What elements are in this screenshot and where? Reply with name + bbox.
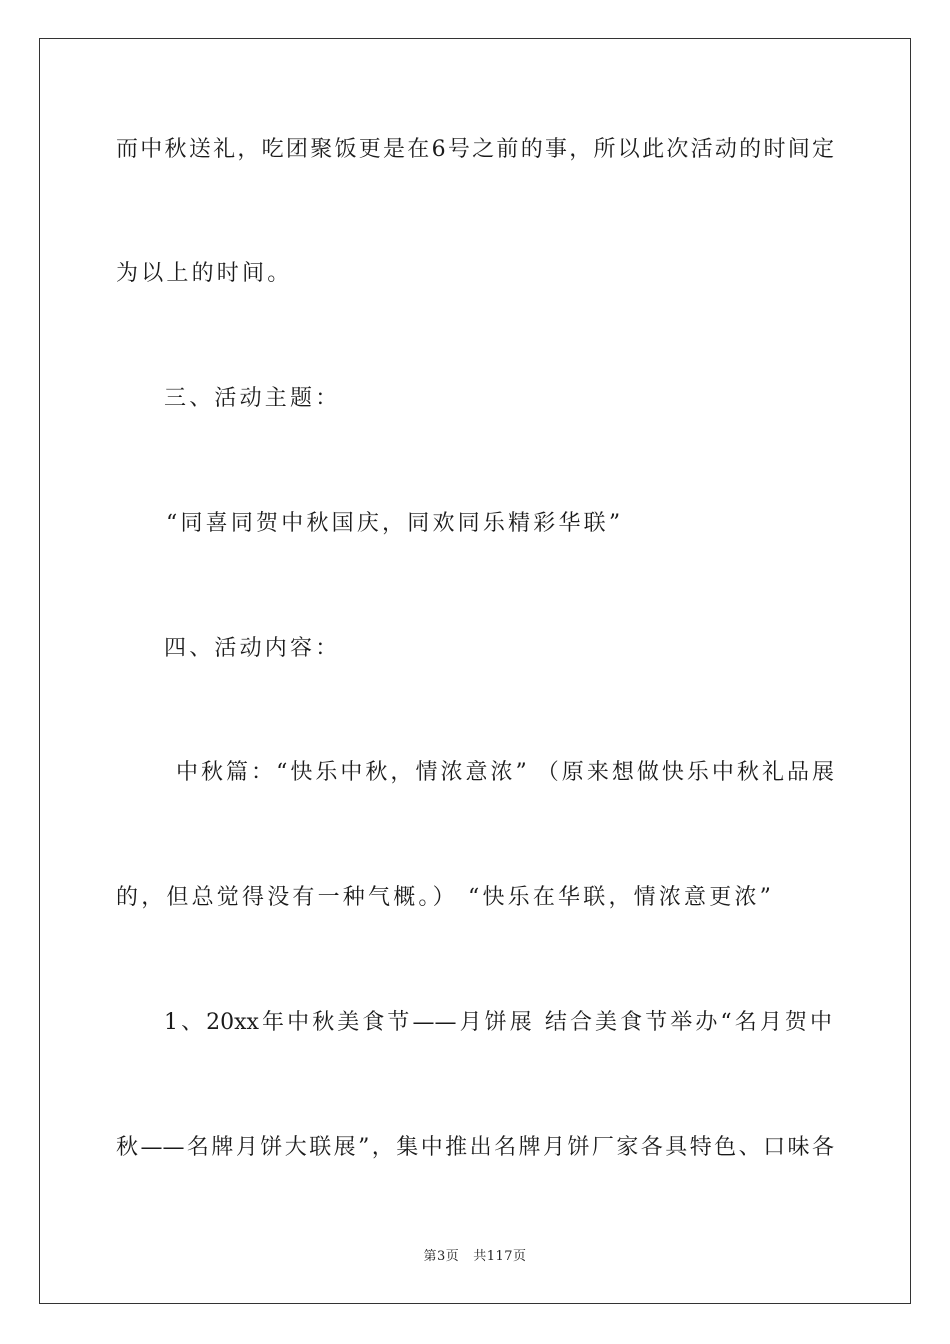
page-number: 第3页 <box>423 1249 460 1264</box>
paragraph-line-1: 而中秋送礼，吃团聚饭更是在6号之前的事，所以此次活动的时间定 <box>116 137 834 162</box>
mid-autumn-intro-line: 中秋篇：“快乐中秋，情浓意浓” （原来想做快乐中秋礼品展 <box>176 760 834 785</box>
page-total: 共117页 <box>473 1249 527 1264</box>
item-1-line-2: 秋——名牌月饼大联展”，集中推出名牌月饼厂家各具特色、口味各 <box>116 1135 834 1160</box>
page-border <box>39 38 911 1304</box>
mid-autumn-intro-line-2: 的，但总觉得没有一种气概。） “快乐在华联，情浓意更浓” <box>116 885 775 910</box>
page-footer <box>0 1245 950 1264</box>
section-heading-theme: 三、活动主题： <box>164 386 341 411</box>
theme-slogan: “同喜同贺中秋国庆，同欢同乐精彩华联” <box>166 511 624 536</box>
item-1-line-1: 1、20xx年中秋美食节——月饼展 结合美食节举办“名月贺中 <box>164 1010 832 1035</box>
paragraph-line-2: 为以上的时间。 <box>116 261 293 286</box>
section-heading-content: 四、活动内容： <box>164 636 341 661</box>
